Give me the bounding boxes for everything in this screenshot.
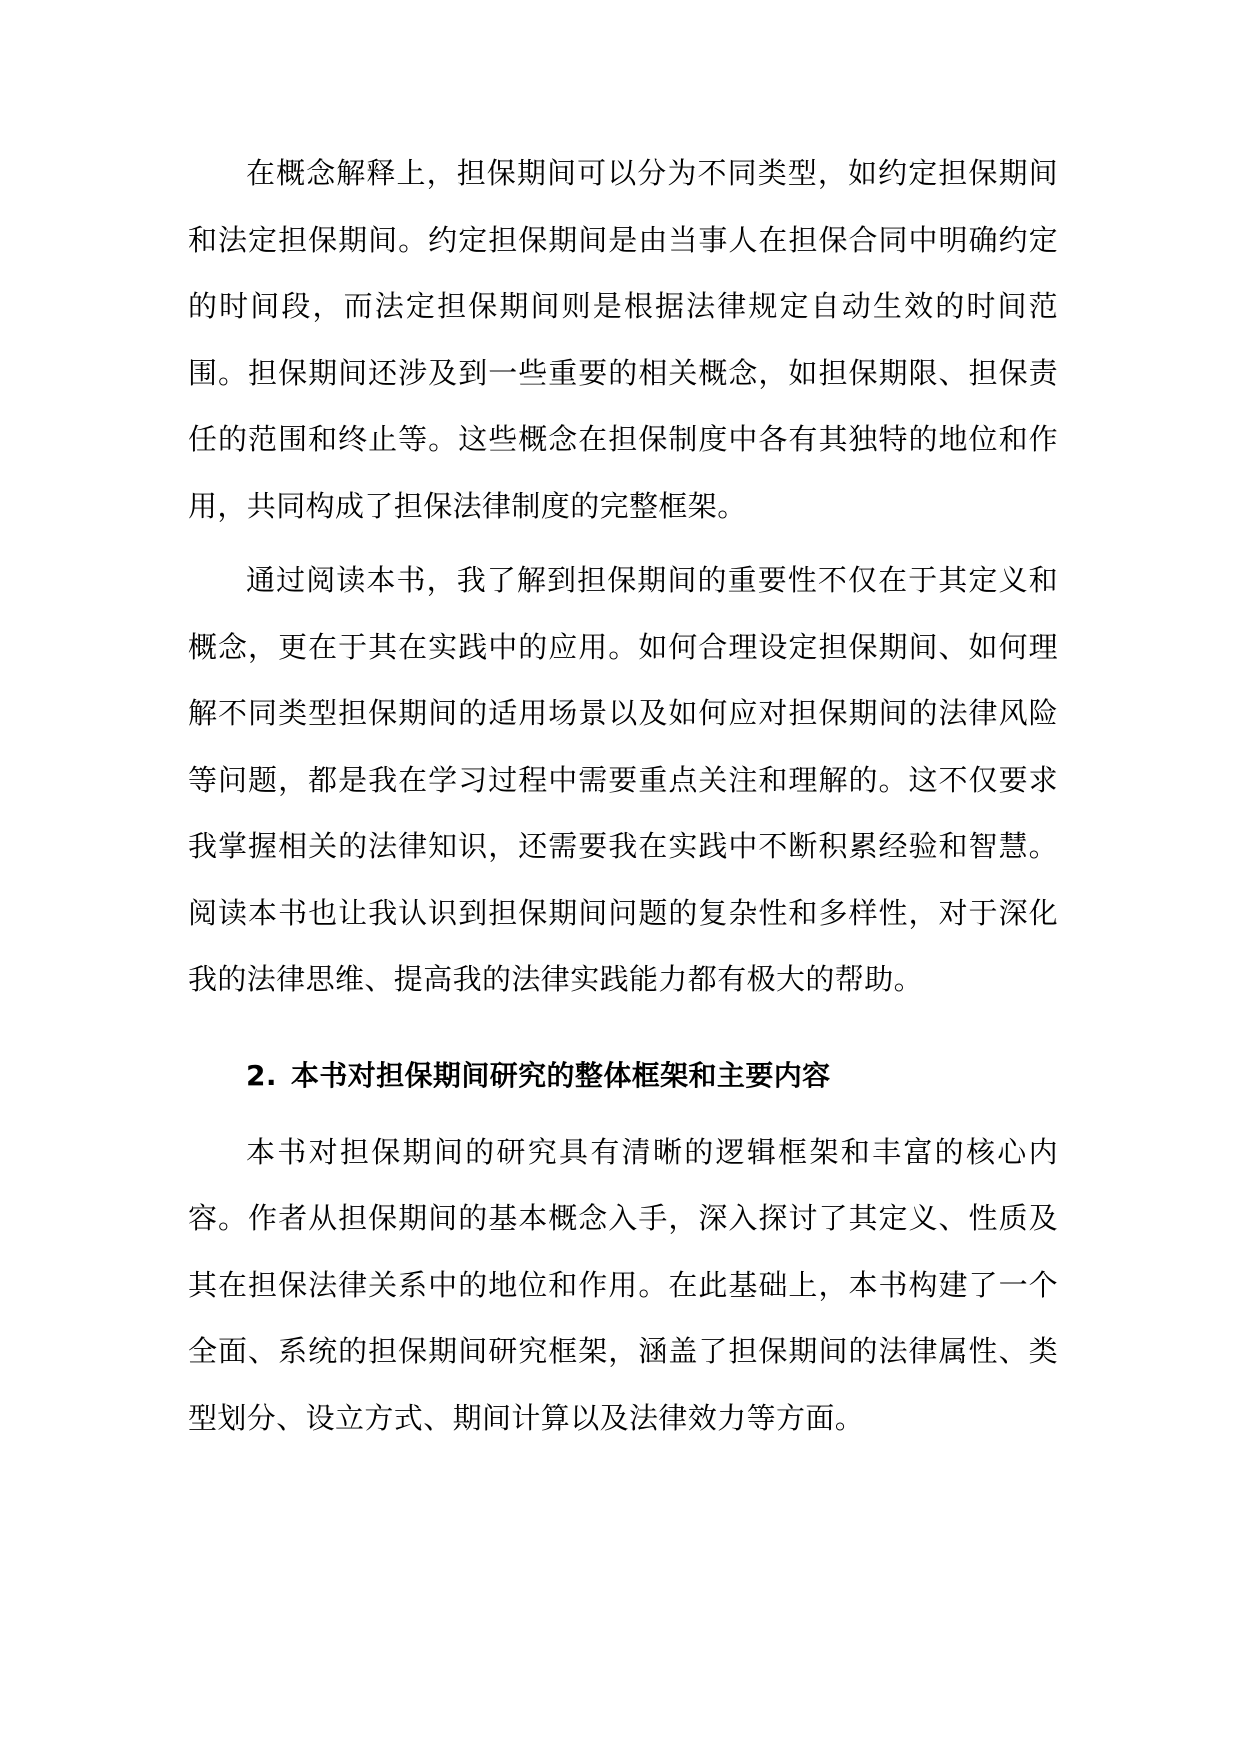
document-body bbox=[188, 140, 1058, 1451]
section-title: 本书对担保期间研究的整体框架和主要内容 bbox=[290, 1058, 831, 1092]
section-number: 2. bbox=[246, 1058, 277, 1092]
paragraph-guarantee-period-types: 在概念解释上，担保期间可以分为不同类型，如约定担保期间和法定担保期间。约定担保期间是由当事人在担保合同中明确约定的时间段，而法定担保期间则是根据法律规定自动生效的时间范围。担保期间还涉及到一些重要的相关概念，如担保期限、担保责任的范围和终止等。这些概念在担保制度中各有其独特的地位和作用，共同构成了担保法律制度的完整框架。 bbox=[188, 156, 1058, 523]
paragraph-reading-reflection: 通过阅读本书，我了解到担保期间的重要性不仅在于其定义和概念，更在于其在实践中的应用。如何合理设定担保期间、如何理解不同类型担保期间的适用场景以及如何应对担保期间的法律风险等问题，都是我在学习过程中需要重点关注和理解的。这不仅要求我掌握相关的法律知识，还需要我在实践中不断积累经验和智慧。阅读本书也让我认识到担保期间问题的复杂性和多样性，对于深化我的法律思维、提高我的法律实践能力都有极大的帮助。 bbox=[188, 563, 1058, 996]
section-heading bbox=[188, 1043, 1058, 1109]
paragraph-book-framework: 本书对担保期间的研究具有清晰的逻辑框架和丰富的核心内容。作者从担保期间的基本概念入手，深入探讨了其定义、性质及其在担保法律关系中的地位和作用。在此基础上，本书构建了一个全面、系统的担保期间研究框架，涵盖了担保期间的法律属性、类型划分、设立方式、期间计算以及法律效力等方面。 bbox=[188, 1134, 1058, 1435]
